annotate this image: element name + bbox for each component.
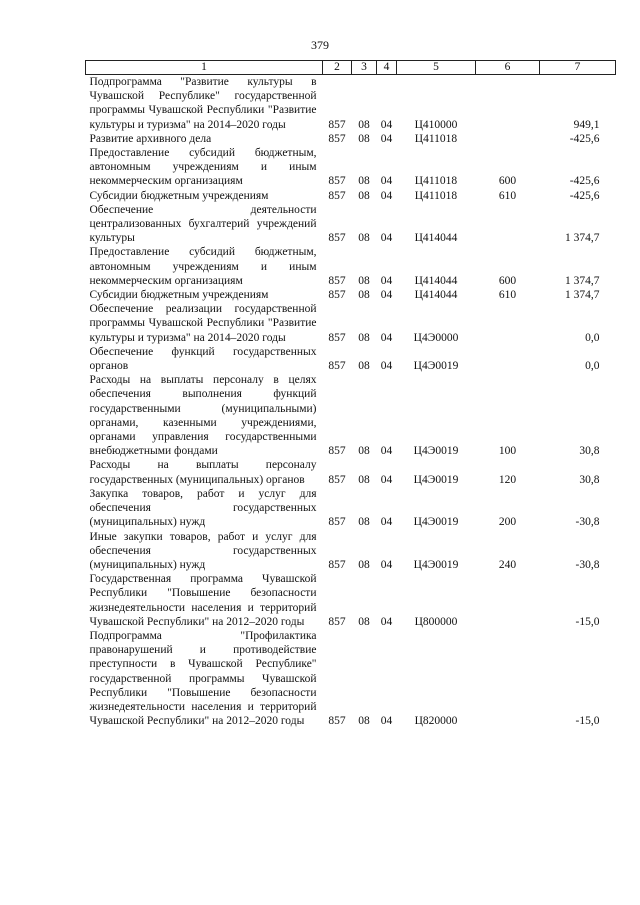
target-article: Ц414044 <box>414 289 458 302</box>
target-article: Ц411018 <box>414 132 458 145</box>
expense-type: 600 <box>498 274 517 287</box>
column-header: 3 <box>352 61 377 75</box>
subsection-code: 04 <box>380 615 393 628</box>
ministry-code: 857 <box>328 118 346 131</box>
ministry-code: 857 <box>328 175 346 188</box>
column-header: 2 <box>323 61 352 75</box>
expense-type: 600 <box>498 175 517 188</box>
row-name: Предоставление субсидий бюджетным, автономным учреждениям и иным некоммерческим организациям <box>89 246 317 287</box>
target-article: Ц4Э0000 <box>413 331 459 344</box>
subsection-code: 04 <box>380 189 393 202</box>
column-header: 7 <box>540 61 616 75</box>
expense-type <box>476 572 540 629</box>
target-article: Ц411018 <box>414 175 458 188</box>
row-name: Обеспечение реализации государственной программы Чувашской Республики "Развитие культуры и туризма" на 2014–2020 годы <box>89 303 317 344</box>
amount: -425,6 <box>569 175 600 188</box>
subsection-code: 04 <box>380 289 393 302</box>
header-row <box>86 61 616 75</box>
subsection-code: 04 <box>380 132 393 145</box>
table-row <box>86 189 616 203</box>
amount: 1 374,7 <box>565 274 600 287</box>
table-row <box>86 146 616 189</box>
amount: -425,6 <box>569 189 600 202</box>
page-number: 379 <box>311 38 329 52</box>
ministry-code: 857 <box>328 615 346 628</box>
section-code: 08 <box>358 331 370 344</box>
row-name: Расходы на выплаты персоналу в целях обеспечения выполнения функций государственными (муниципальными) органами, казенными учреждениями, органами управления государственными внебюджетными фондами <box>89 374 317 458</box>
expense-type: 610 <box>498 189 517 202</box>
expense-type <box>476 629 540 728</box>
row-name: Подпрограмма "Профилактика правонарушений и противодействие преступности в Чувашской Республике" государственной программы Чувашской Республики "Повышение безопасности жизнедеятельности населения и территорий Чувашской Республики" на 2012–2020 годы <box>89 629 317 728</box>
table-row <box>86 487 616 530</box>
row-name: Обеспечение функций государственных органов <box>89 345 317 373</box>
section-code: 08 <box>358 118 370 131</box>
amount: -30,8 <box>575 558 600 571</box>
target-article: Ц4Э0019 <box>413 445 459 458</box>
ministry-code: 857 <box>328 558 346 571</box>
expense-type: 610 <box>498 289 517 302</box>
column-header: 1 <box>86 61 323 75</box>
row-name: Развитие архивного дела <box>89 132 212 145</box>
target-article: Ц4Э0019 <box>413 558 459 571</box>
section-code: 08 <box>358 360 370 373</box>
target-article: Ц820000 <box>414 715 458 728</box>
table-row <box>86 288 616 302</box>
amount: -15,0 <box>575 715 600 728</box>
table-body <box>86 75 616 729</box>
ministry-code: 857 <box>328 715 346 728</box>
ministry-code: 857 <box>328 189 346 202</box>
amount: 949,1 <box>573 118 600 131</box>
expense-type: 240 <box>498 558 517 571</box>
column-header: 5 <box>397 61 476 75</box>
amount: -425,6 <box>569 132 600 145</box>
ministry-code: 857 <box>328 360 346 373</box>
target-article: Ц414044 <box>414 232 458 245</box>
table-row <box>86 629 616 728</box>
target-article: Ц411018 <box>414 189 458 202</box>
row-name: Предоставление субсидий бюджетным, автономным учреждениям и иным некоммерческим организациям <box>89 147 317 188</box>
target-article: Ц4Э0019 <box>413 360 459 373</box>
section-code: 08 <box>358 189 370 202</box>
section-code: 08 <box>358 132 370 145</box>
table-row <box>86 75 616 132</box>
table-row <box>86 373 616 458</box>
target-article: Ц410000 <box>414 118 458 131</box>
section-code: 08 <box>358 175 370 188</box>
subsection-code: 04 <box>380 331 393 344</box>
subsection-code: 04 <box>380 118 393 131</box>
table-row <box>86 245 616 288</box>
section-code: 08 <box>358 289 370 302</box>
target-article: Ц4Э0019 <box>413 516 459 529</box>
target-article: Ц4Э0019 <box>413 473 459 486</box>
subsection-code: 04 <box>380 445 393 458</box>
subsection-code: 04 <box>380 473 393 486</box>
budget-table <box>85 60 616 728</box>
subsection-code: 04 <box>380 232 393 245</box>
target-article: Ц800000 <box>414 615 458 628</box>
section-code: 08 <box>358 558 370 571</box>
ministry-code: 857 <box>328 445 346 458</box>
section-code: 08 <box>358 274 370 287</box>
section-code: 08 <box>358 473 370 486</box>
amount: 0,0 <box>585 331 600 344</box>
ministry-code: 857 <box>328 232 346 245</box>
amount: 30,8 <box>579 445 600 458</box>
table-header <box>86 61 616 75</box>
ministry-code: 857 <box>328 331 346 344</box>
amount: 30,8 <box>579 473 600 486</box>
row-name: Субсидии бюджетным учреждениям <box>89 289 269 302</box>
amount: -30,8 <box>575 516 600 529</box>
table-row <box>86 345 616 373</box>
row-name: Иные закупки товаров, работ и услуг для обеспечения государственных (муниципальных) нужд <box>89 530 317 571</box>
row-name: Обеспечение деятельности централизованных бухгалтерий учреждений культуры <box>89 203 317 245</box>
table-row <box>86 132 616 146</box>
table-row <box>86 458 616 486</box>
table-row <box>86 203 616 246</box>
amount: -15,0 <box>575 615 600 628</box>
expense-type: 100 <box>498 445 517 458</box>
subsection-code: 04 <box>380 274 393 287</box>
section-code: 08 <box>358 715 370 728</box>
subsection-code: 04 <box>380 715 393 728</box>
ministry-code: 857 <box>328 274 346 287</box>
amount: 0,0 <box>585 360 600 373</box>
table-row <box>86 302 616 345</box>
row-name: Субсидии бюджетным учреждениям <box>89 189 269 202</box>
row-name: Государственная программа Чувашской Республики "Повышение безопасности жизнедеятельности населения и территорий Чувашской Республики" на 2012–2020 годы <box>89 573 317 628</box>
expense-type: 200 <box>498 516 517 529</box>
amount: 1 374,7 <box>565 289 600 302</box>
expense-type <box>476 302 540 345</box>
expense-type <box>476 203 540 246</box>
table-row <box>86 530 616 573</box>
amount: 1 374,7 <box>565 232 600 245</box>
expense-type <box>476 75 540 132</box>
subsection-code: 04 <box>380 516 393 529</box>
subsection-code: 04 <box>380 360 393 373</box>
expense-type <box>476 345 540 373</box>
ministry-code: 857 <box>328 289 346 302</box>
column-header: 6 <box>476 61 540 75</box>
target-article: Ц414044 <box>414 274 458 287</box>
expense-type <box>476 132 540 146</box>
row-name: Закупка товаров, работ и услуг для обеспечения государственных (муниципальных) нужд <box>89 487 317 529</box>
subsection-code: 04 <box>380 558 393 571</box>
column-header: 4 <box>377 61 397 75</box>
section-code: 08 <box>358 445 370 458</box>
ministry-code: 857 <box>328 516 346 529</box>
row-name: Подпрограмма "Развитие культуры в Чувашской Республике" государственной программы Чувашской Республики "Развитие культуры и туризма" на 2014–2020 годы <box>89 76 317 131</box>
ministry-code: 857 <box>328 132 346 145</box>
section-code: 08 <box>358 232 370 245</box>
table-row <box>86 572 616 629</box>
section-code: 08 <box>358 516 370 529</box>
ministry-code: 857 <box>328 473 346 486</box>
expense-type: 120 <box>498 473 517 486</box>
section-code: 08 <box>358 615 370 628</box>
subsection-code: 04 <box>380 175 393 188</box>
row-name: Расходы на выплаты персоналу государственных (муниципальных) органов <box>89 459 317 486</box>
